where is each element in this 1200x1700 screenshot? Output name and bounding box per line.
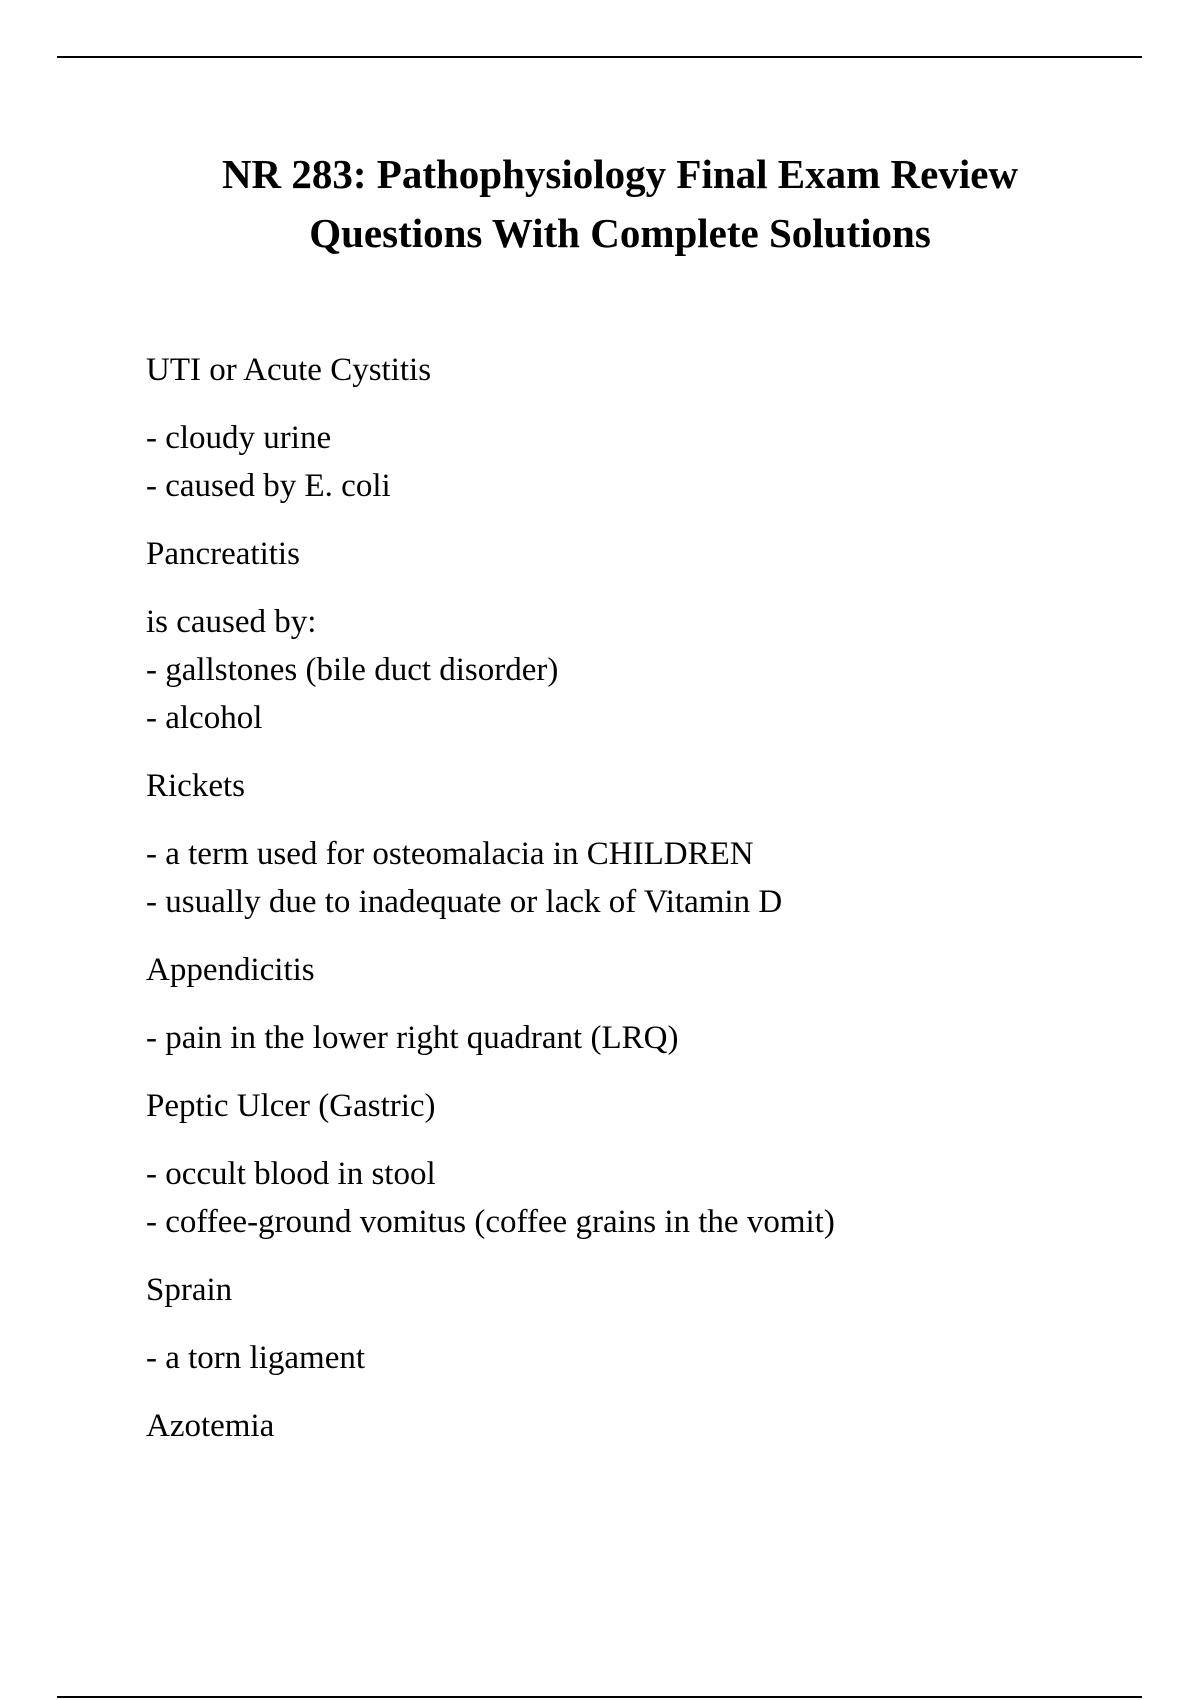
qa-entry-azotemia [146,1402,1146,1450]
definition-line: - a term used for osteomalacia in CHILDREN [146,836,754,872]
definition-line: - caused by E. coli [146,468,391,504]
definition-line: is caused by: [146,604,317,640]
entry-term: Rickets [146,768,245,804]
entry-term: Sprain [146,1272,233,1308]
qa-entry-uti [146,346,1146,510]
entry-definition [146,598,1146,742]
definition-line: - occult blood in stool [146,1156,436,1192]
entry-definition [146,414,1146,510]
definition-line: - gallstones (bile duct disorder) [146,652,559,688]
definition-line: - usually due to inadequate or lack of Vitamin D [146,884,783,920]
definition-line: - coffee-ground vomitus (coffee grains in the vomit) [146,1204,835,1240]
qa-entry-sprain [146,1266,1146,1382]
qa-entry-pancreatitis [146,530,1146,742]
qa-entry-appendicitis [146,946,1146,1062]
entry-term: Pancreatitis [146,536,300,572]
entry-term: Peptic Ulcer (Gastric) [146,1088,436,1124]
entry-term: UTI or Acute Cystitis [146,352,432,388]
entry-definition [146,1014,1146,1062]
bottom-divider [57,1696,1142,1698]
entry-definition [146,830,1146,926]
entry-definition [146,1150,1146,1246]
definition-line: - alcohol [146,700,263,736]
definition-line: - pain in the lower right quadrant (LRQ) [146,1020,679,1056]
title-line-2: Questions With Complete Solutions [309,210,931,256]
definition-line: - cloudy urine [146,420,332,456]
qa-entry-peptic-ulcer [146,1082,1146,1246]
definition-line: - a torn ligament [146,1340,366,1376]
entry-term: Azotemia [146,1408,275,1444]
top-divider [57,56,1142,58]
entry-term: Appendicitis [146,952,315,988]
title-line-1: NR 283: Pathophysiology Final Exam Review [221,151,1019,197]
entry-definition [146,1334,1146,1382]
page-title [80,145,1160,263]
qa-list [146,346,1146,1450]
qa-entry-rickets [146,762,1146,926]
